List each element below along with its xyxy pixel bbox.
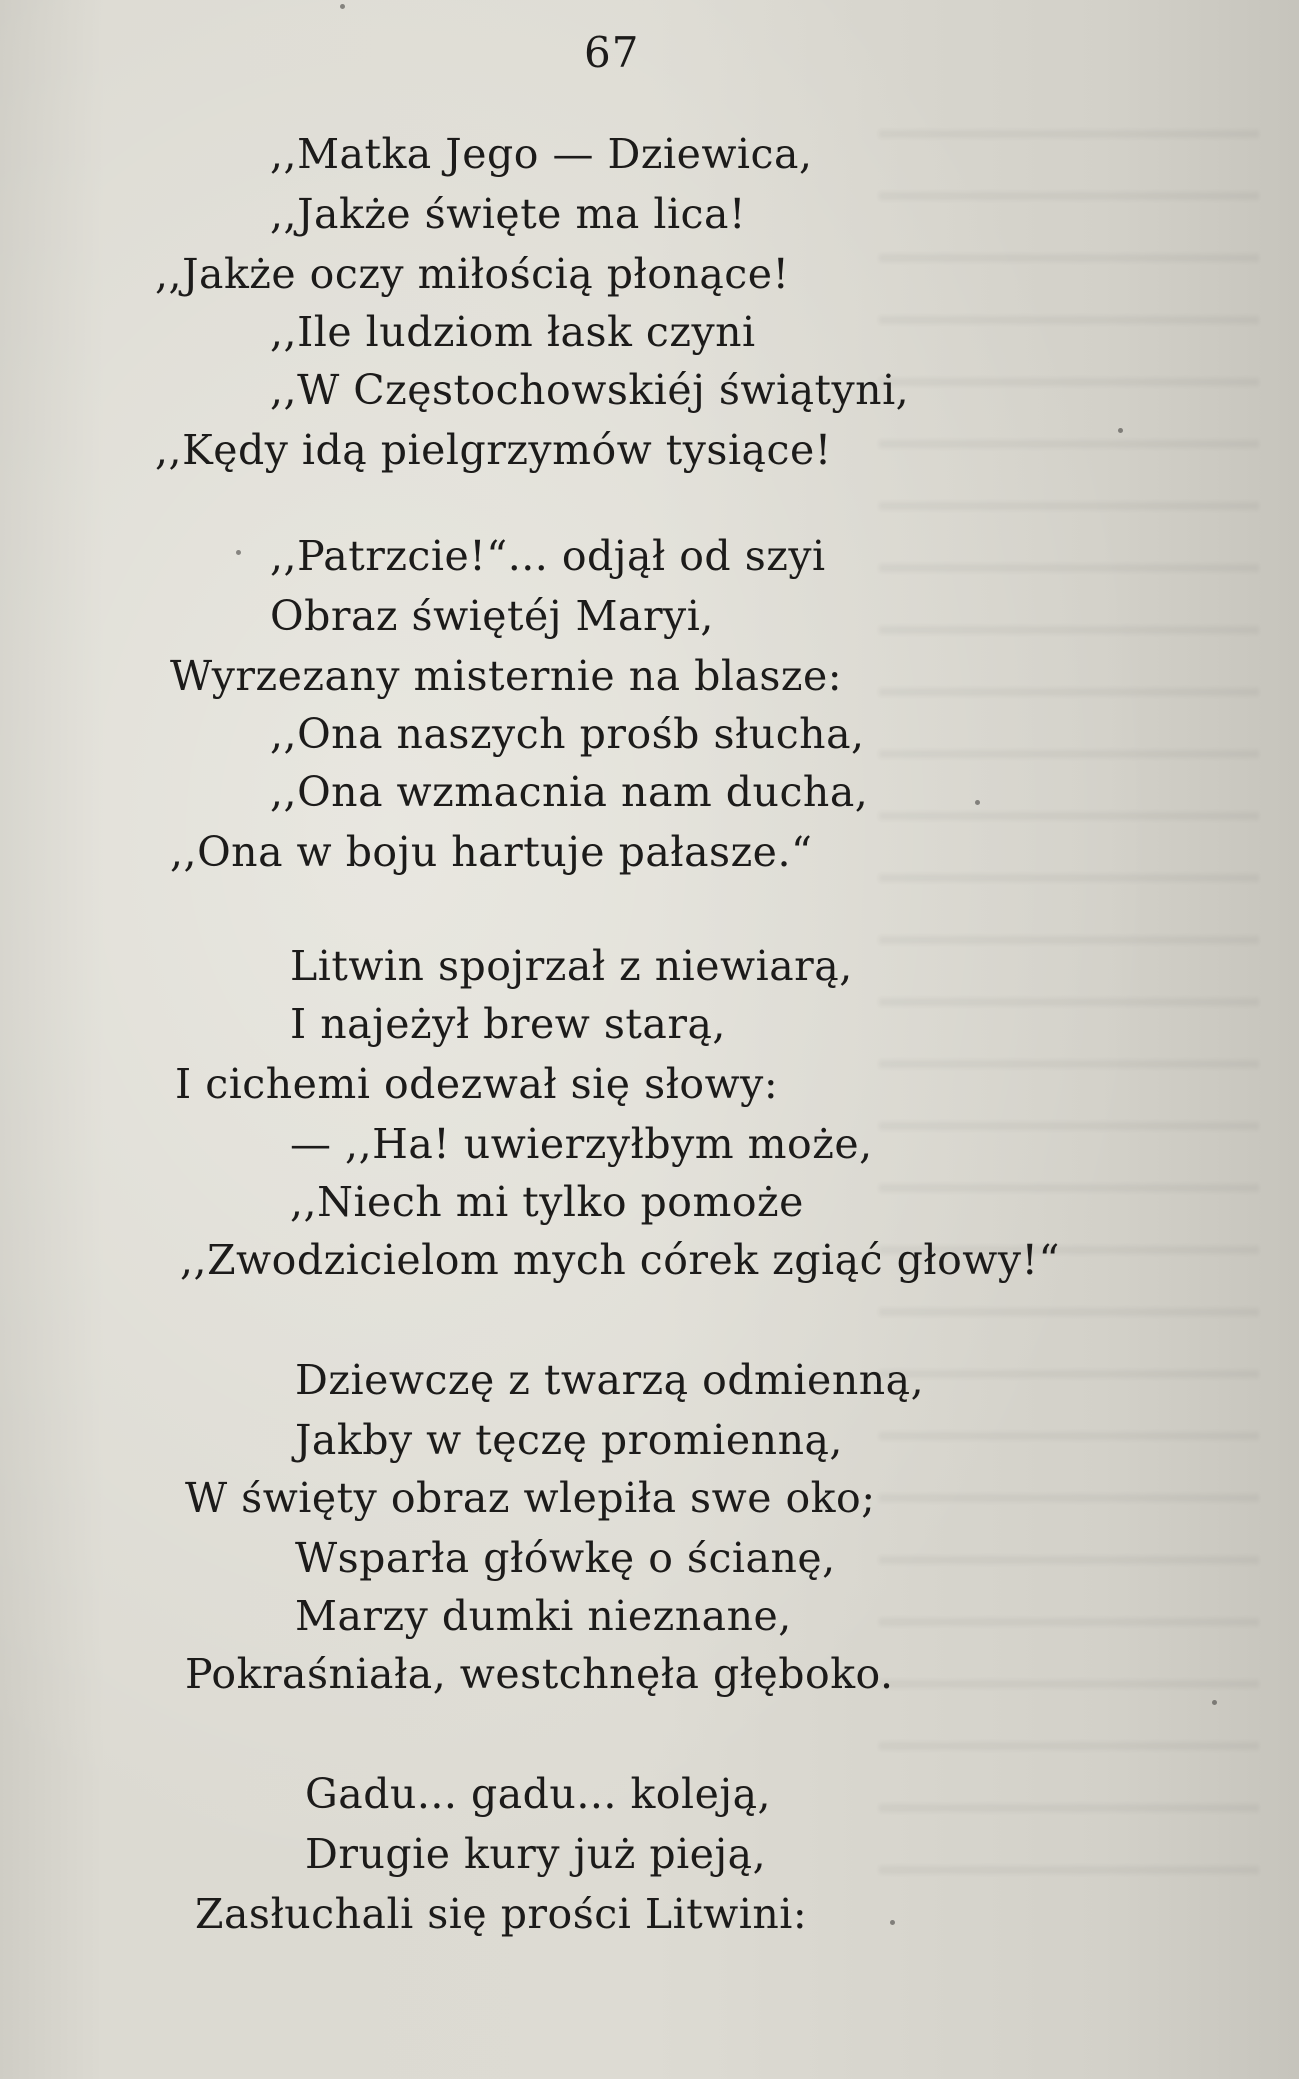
page-number: 67 — [584, 28, 640, 77]
poem-line: ,,Matka Jego — Dziewica, — [270, 130, 813, 178]
dust-speck — [890, 1920, 895, 1925]
dust-speck — [975, 800, 980, 805]
poem-line: ,,Niech mi tylko pomoże — [290, 1178, 804, 1226]
bleed-through-texture — [879, 90, 1259, 1890]
poem-line: W święty obraz wlepiła swe oko; — [185, 1474, 876, 1522]
poem-line: ,,Ona wzmacnia nam ducha, — [270, 768, 869, 816]
poem-line: ,,Jakże święte ma lica! — [270, 190, 746, 238]
poem-line: I najeżył brew starą, — [290, 1000, 726, 1048]
poem-line: ,,W Częstochowskiéj świątyni, — [270, 366, 910, 414]
poem-line: Dziewczę z twarzą odmienną, — [295, 1356, 925, 1404]
poem-line: ,,Jakże oczy miłością płonące! — [155, 250, 790, 298]
dust-speck — [1118, 428, 1123, 433]
poem-line: ,,Ona naszych prośb słucha, — [270, 710, 865, 758]
poem-line: Obraz świętéj Maryi, — [270, 592, 714, 640]
poem-line: I cichemi odezwał się słowy: — [175, 1060, 779, 1108]
poem-line: Zasłuchali się prości Litwini: — [195, 1890, 808, 1938]
poem-line: Marzy dumki nieznane, — [295, 1592, 792, 1640]
poem-line: ,,Kędy idą pielgrzymów tysiące! — [155, 426, 832, 474]
poem-line: ,,Ona w boju hartuje pałasze.“ — [170, 828, 813, 876]
poem-line: ,,Ile ludziom łask czyni — [270, 308, 756, 356]
poem-line: Wyrzezany misternie na blasze: — [170, 652, 843, 700]
dust-speck — [1212, 1700, 1217, 1705]
dust-speck — [236, 550, 241, 555]
poem-line: ,,Zwodzicielom mych córek zgiąć głowy!“ — [180, 1236, 1060, 1284]
poem-line: ,,Patrzcie!“... odjął od szyi — [270, 532, 826, 580]
poem-line: Wsparła główkę o ścianę, — [295, 1534, 836, 1582]
poem-line: Drugie kury już pieją, — [305, 1830, 767, 1878]
poem-line: Jakby w tęczę promienną, — [295, 1416, 843, 1464]
poem-line: Pokraśniała, westchnęła głęboko. — [185, 1650, 894, 1698]
poem-line: — ,,Ha! uwierzyłbym może, — [290, 1120, 873, 1168]
dust-speck — [340, 4, 345, 9]
poem-line: Gadu... gadu... koleją, — [305, 1770, 772, 1818]
poem-line: Litwin spojrzał z niewiarą, — [290, 942, 853, 990]
